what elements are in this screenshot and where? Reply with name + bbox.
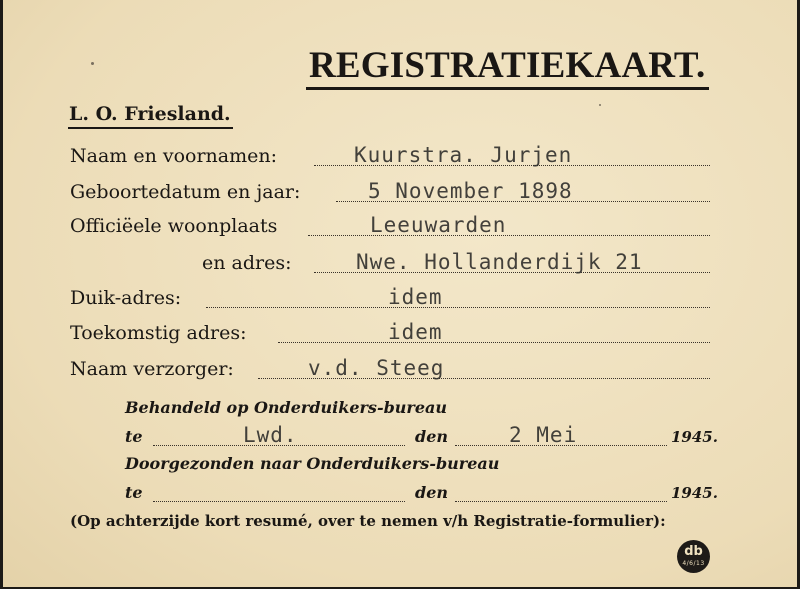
field-woonplaats-value: Leeuwarden — [370, 213, 507, 237]
field-naam-label: Naam en voornamen: — [70, 145, 278, 167]
field-woonplaats-label: Officiëele woonplaats — [70, 215, 278, 237]
organization-underline — [68, 127, 233, 129]
behandeld-heading: Behandeld op Onderduikers-bureau — [125, 398, 448, 417]
field-woonplaats — [70, 215, 710, 243]
footnote: (Op achterzijde kort resumé, over te nemen v/h Registratie-formulier): — [70, 512, 666, 530]
behandeld-te-label: te — [125, 427, 143, 446]
field-toekomstig-value: idem — [388, 320, 443, 344]
field-adres — [70, 252, 710, 280]
field-duikadres-label: Duik-adres: — [70, 287, 182, 309]
field-naam-value: Kuurstra. Jurjen — [354, 143, 573, 167]
field-verzorger-value: v.d. Steeg — [308, 356, 445, 380]
field-geboortedatum — [70, 181, 710, 209]
dotted-line — [278, 342, 710, 343]
dotted-line — [455, 501, 667, 502]
doorgezonden-row — [125, 481, 718, 509]
behandeld-te-value: Lwd. — [243, 423, 298, 447]
behandeld-year: 1945. — [671, 428, 718, 446]
field-toekomstig-label: Toekomstig adres: — [70, 322, 247, 344]
field-adres-label: en adres: — [202, 252, 292, 274]
printer-logo-code: 4/6/13 — [682, 560, 705, 567]
behandeld-row — [125, 423, 718, 453]
field-verzorger-label: Naam verzorger: — [70, 358, 234, 380]
field-toekomstig — [70, 322, 710, 350]
field-adres-value: Nwe. Hollanderdijk 21 — [356, 250, 643, 274]
field-duikadres-value: idem — [388, 285, 443, 309]
doorgezonden-year: 1945. — [671, 484, 718, 502]
organization-name: L. O. Friesland. — [69, 103, 231, 125]
field-duikadres — [70, 287, 710, 315]
dotted-line — [153, 501, 405, 502]
paper-speck — [91, 62, 94, 65]
card-title: REGISTRATIEKAART. — [309, 45, 706, 86]
behandeld-den-label: den — [415, 427, 448, 446]
doorgezonden-te-label: te — [125, 483, 143, 502]
printer-logo-mark: db — [684, 544, 703, 559]
dotted-line — [308, 235, 710, 236]
field-naam — [70, 145, 710, 173]
printer-logo — [677, 540, 710, 573]
behandeld-den-value: 2 Mei — [509, 423, 578, 447]
dotted-line — [206, 307, 710, 308]
title-underline — [306, 87, 709, 90]
paper-speck — [599, 104, 601, 106]
field-verzorger — [70, 358, 710, 386]
doorgezonden-den-label: den — [415, 483, 448, 502]
registration-card — [3, 0, 797, 587]
field-geboortedatum-label: Geboortedatum en jaar: — [70, 181, 301, 203]
field-geboortedatum-value: 5 November 1898 — [368, 179, 573, 203]
doorgezonden-heading: Doorgezonden naar Onderduikers-bureau — [125, 454, 500, 473]
